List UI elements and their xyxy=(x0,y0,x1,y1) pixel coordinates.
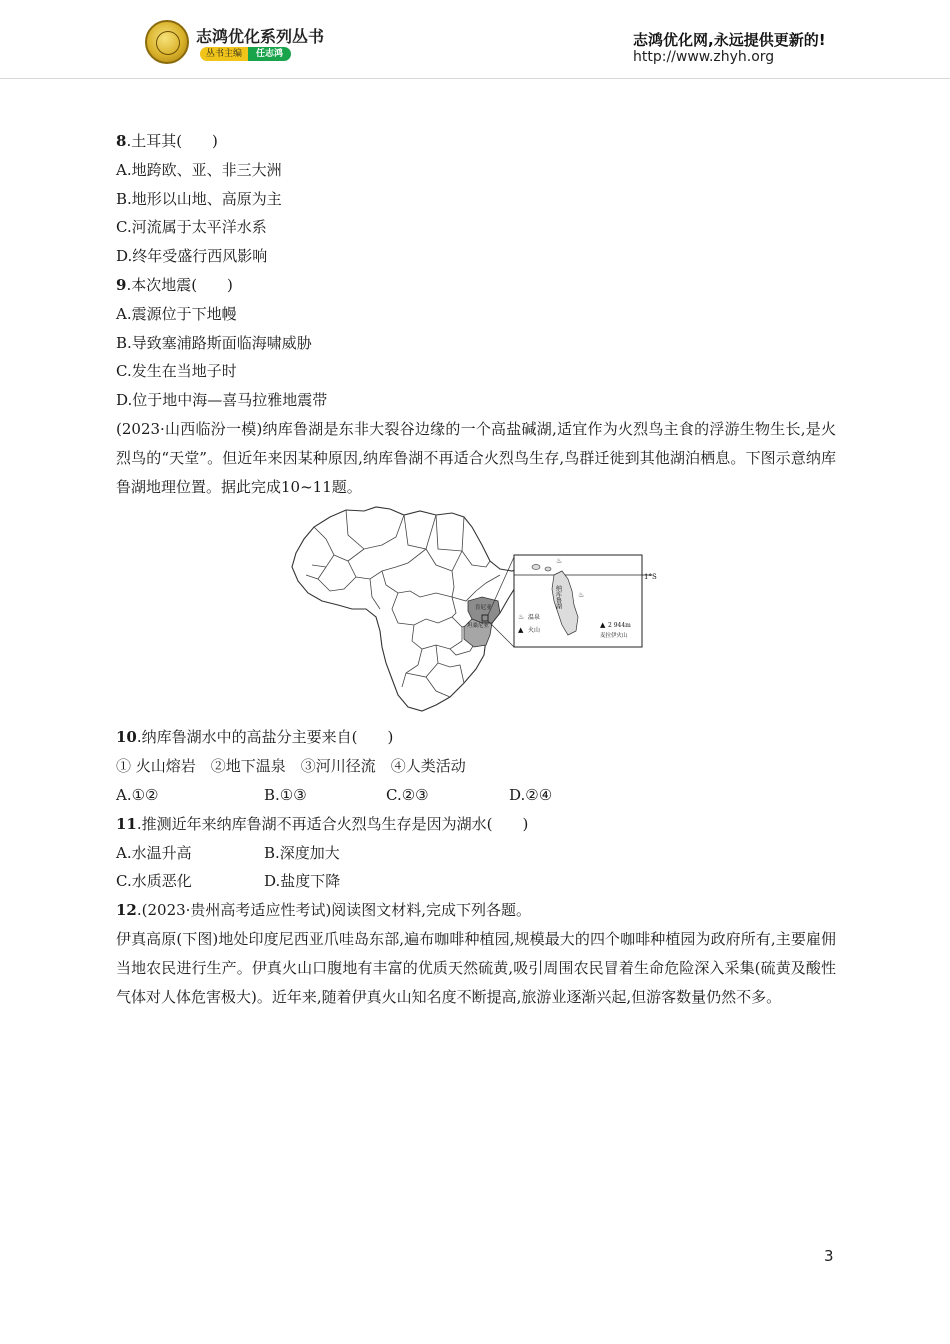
africa-map-figure xyxy=(116,501,836,723)
header-url[interactable]: http://www.zhyh.org xyxy=(633,49,775,65)
question-11-options-row-1 xyxy=(116,839,836,868)
question-10-option-d: D.②④ xyxy=(509,785,553,804)
editor-name: 任志鸿 xyxy=(248,47,291,61)
page-header xyxy=(0,0,950,80)
connector-line-bottom xyxy=(488,621,514,647)
page-number: 3 xyxy=(824,1247,834,1265)
question-12-passage: 伊真高原(下图)地处印度尼西亚爪哇岛东部,遍布咖啡种植园,规模最大的四个咖啡种植园为政府所有,主要雇佣当地农民进行生产。伊真火山口腹地有丰富的优质天然硫黄,吸引周围农民冒着生命危险深入采集(硫黄及酸性气体对人体危害极大)。近年来,随着伊真火山知名度不断提高,旅游业逐渐兴起,但游客数量仍然不多。 xyxy=(116,929,836,1006)
hot-spring-icon: ♨ xyxy=(556,557,563,566)
peak-elevation: 2 944m xyxy=(608,622,631,630)
publisher-logo xyxy=(145,20,189,64)
africa-map xyxy=(286,505,666,717)
question-11-option-c: C.水质恶化 xyxy=(116,872,192,891)
question-11-option-a: A.水温升高 xyxy=(116,843,192,862)
question-10-option-a: A.①② xyxy=(116,785,159,804)
question-9-stem: 9.本次地震( ) xyxy=(116,275,233,294)
question-10-option-c: C.②③ xyxy=(386,785,429,804)
question-8-option-c: C.河流属于太平洋水系 xyxy=(116,218,267,237)
question-8-stem: 8.土耳其( ) xyxy=(116,132,218,150)
question-9-option-d: D.位于地中海—喜马拉雅地震带 xyxy=(116,391,328,410)
passage-10-11: (2023·山西临汾一模)纳库鲁湖是东非大裂谷边缘的一个高盐碱湖,适宜作为火烈鸟主食的浮游生物生长,是火烈鸟的“天堂”。但近年来因某种原因,纳库鲁湖不再适合火烈鸟生存,鸟群迁徙到其他湖泊栖息。下图示意纳库鲁湖地理位置。据此完成10~11题。 xyxy=(116,419,836,496)
question-11-option-b: B.深度加大 xyxy=(264,843,340,862)
question-11-stem: 11.推测近年来纳库鲁湖不再适合火烈鸟生存是因为湖水( ) xyxy=(116,814,529,833)
question-11-options-row-2 xyxy=(116,867,836,896)
peak-name: 麦拉伊火山 xyxy=(600,633,628,640)
lake-label: 纳库鲁湖 xyxy=(554,585,562,610)
question-12-stem: 12.(2023·贵州高考适应性考试)阅读图文材料,完成下列各题。 xyxy=(116,901,532,920)
header-divider xyxy=(0,78,950,79)
header-slogan: 志鸿优化网,永远提供更新的! xyxy=(633,31,826,49)
lake-inset xyxy=(514,555,657,647)
question-11-option-d: D.盐度下降 xyxy=(264,872,341,891)
page-content xyxy=(116,127,836,1011)
question-9-option-a: A.震源位于下地幔 xyxy=(116,304,237,323)
legend-hot-spring-icon: ♨ xyxy=(518,613,525,622)
question-8-option-d: D.终年受盛行西风影响 xyxy=(116,247,268,266)
map-label-kenya: 肯尼亚 xyxy=(475,605,492,612)
question-9-option-c: C.发生在当地子时 xyxy=(116,362,237,381)
question-8-option-b: B.地形以山地、高原为主 xyxy=(116,189,282,208)
legend-hot-spring: 温泉 xyxy=(528,614,541,622)
volcano-peak-icon: ▲ xyxy=(600,621,606,630)
legend-volcano: 火山 xyxy=(528,627,541,635)
question-10-items: ① 火山熔岩 ②地下温泉 ③河川径流 ④人类活动 xyxy=(116,757,466,776)
question-9-option-b: B.导致塞浦路斯面临海啸威胁 xyxy=(116,333,312,352)
map-label-tanzania: 坦桑尼亚 xyxy=(467,623,490,630)
legend-volcano-icon: ▲ xyxy=(518,626,524,635)
question-10-option-b: B.①③ xyxy=(264,785,307,804)
hot-spring-icon: ♨ xyxy=(578,591,585,600)
series-title: 志鸿优化系列丛书 xyxy=(196,27,325,46)
question-8-option-a: A.地跨欧、亚、非三大洲 xyxy=(116,160,282,179)
editor-label: 丛书主编 xyxy=(200,47,248,61)
latitude-label: 1°S xyxy=(644,573,657,582)
question-10-stem: 10.纳库鲁湖水中的高盐分主要来自( ) xyxy=(116,728,394,747)
editor-badge xyxy=(200,47,291,61)
question-10-options xyxy=(116,781,836,810)
